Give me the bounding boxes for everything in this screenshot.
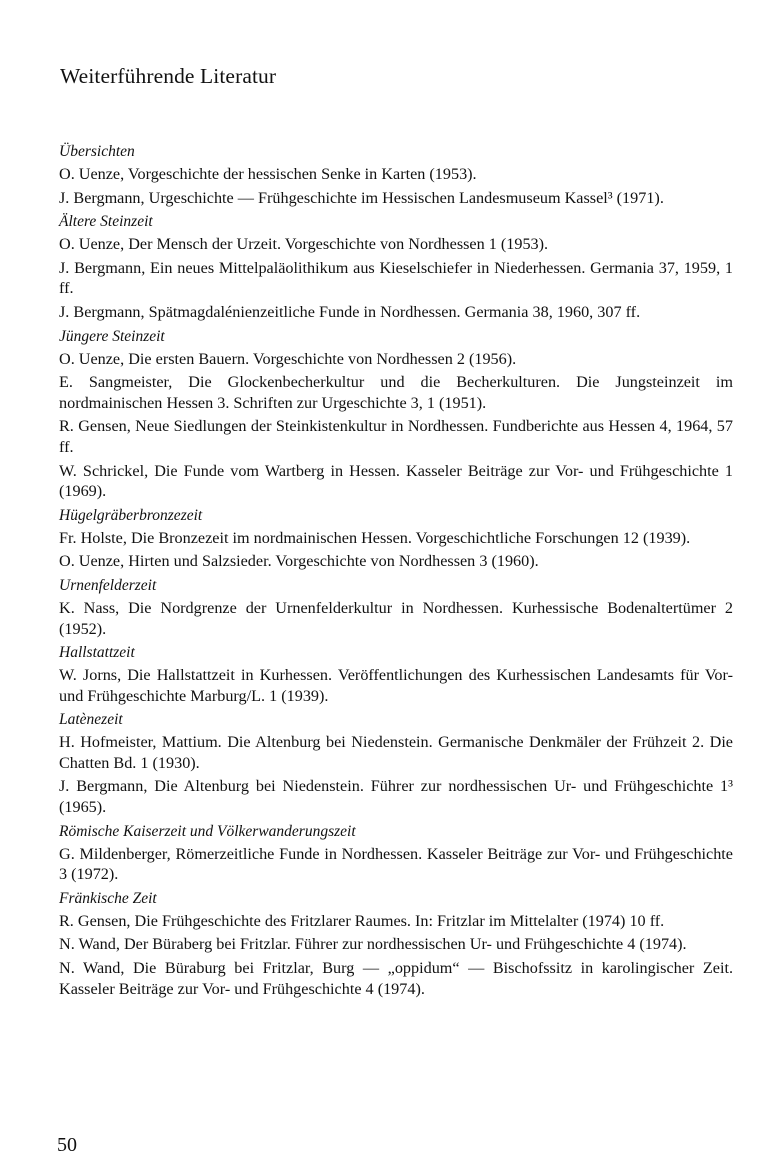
section-heading: Ältere Steinzeit <box>59 213 153 231</box>
bibliography-entry: O. Uenze, Hirten und Salzsieder. Vorgeschichte von Nordhessen 3 (1960). <box>59 552 539 571</box>
section-heading: Jüngere Steinzeit <box>59 327 165 345</box>
bibliography-entry: R. Gensen, Die Frühgeschichte des Fritzlarer Raumes. In: Fritzlar im Mittelalter (1974) 10 ff. <box>59 911 665 930</box>
bibliography-section <box>57 327 733 502</box>
bibliography-section <box>57 212 733 322</box>
bibliography-section <box>57 506 733 572</box>
bibliography-entry: O. Uenze, Die ersten Bauern. Vorgeschichte von Nordhessen 2 (1956). <box>59 349 517 368</box>
section-heading: Urnenfelderzeit <box>59 576 157 594</box>
bibliography-entry: J. Bergmann, Die Altenburg bei Niedenstein. Führer zur nordhessischen Ur- und Frühgeschichte 1³ (1965). <box>59 777 733 817</box>
bibliography-entry: J. Bergmann, Spätmagdalénienzeitliche Funde in Nordhessen. Germania 38, 1960, 307 ff. <box>59 302 641 321</box>
bibliography-section <box>57 822 733 885</box>
bibliography-section <box>57 142 733 208</box>
bibliography-entry: Fr. Holste, Die Bronzezeit im nordmainischen Hessen. Vorgeschichtliche Forschungen 12 (1939). <box>59 528 691 547</box>
page-title: Weiterführende Literatur <box>60 64 277 88</box>
bibliography-entry: N. Wand, Der Büraberg bei Fritzlar. Führer zur nordhessischen Ur- und Frühgeschichte 4 (1974). <box>59 935 687 954</box>
bibliography-entry: W. Schrickel, Die Funde vom Wartberg in Hessen. Kasseler Beiträge zur Vor- und Frühgeschichte 1 (1969). <box>59 461 733 501</box>
bibliography-entry: W. Jorns, Die Hallstattzeit in Kurhessen. Veröffentlichungen des Kurhessischen Landesamts für Vor- und Frühgeschichte Marburg/L. 1 (1939). <box>59 666 733 705</box>
page-number: 50 <box>57 1134 77 1156</box>
bibliography-entry: E. Sangmeister, Die Glockenbecherkultur und die Becherkulturen. Die Jungsteinzeit im nordmainischen Hessen 3. Schriften zur Urgeschichte 3, 1 (1951). <box>59 373 733 412</box>
bibliography-section <box>57 889 733 999</box>
section-heading: Hügelgräberbronzezeit <box>59 506 203 524</box>
bibliography-section <box>57 643 733 706</box>
section-heading: Latènezeit <box>59 711 123 729</box>
bibliography-entry: J. Bergmann, Ein neues Mittelpaläolithikum aus Kieselschiefer in Niederhessen. Germania 37, 1959, 1 ff. <box>59 258 733 298</box>
bibliography-entry: O. Uenze, Der Mensch der Urzeit. Vorgeschichte von Nordhessen 1 (1953). <box>59 235 549 254</box>
bibliography-section <box>57 576 733 639</box>
bibliography-entry: K. Nass, Die Nordgrenze der Urnenfelderkultur in Nordhessen. Kurhessische Bodenaltertümer 2 (1952). <box>59 598 733 638</box>
bibliography-entry: G. Mildenberger, Römerzeitliche Funde in Nordhessen. Kasseler Beiträge zur Vor- und Frühgeschichte 3 (1972). <box>59 844 733 884</box>
section-heading: Übersichten <box>59 143 135 160</box>
section-heading: Hallstattzeit <box>59 644 135 662</box>
bibliography-entry: R. Gensen, Neue Siedlungen der Steinkistenkultur in Nordhessen. Fundberichte aus Hessen 4, 1964, 57 ff. <box>59 417 733 456</box>
bibliography-entry: N. Wand, Die Büraburg bei Fritzlar, Burg — „oppidum“ — Bischofssitz in karolingischer Zeit. Kasseler Beiträge zur Vor- und Frühgeschichte 4 (1974). <box>59 959 733 998</box>
bibliography-entry: H. Hofmeister, Mattium. Die Altenburg bei Niedenstein. Germanische Denkmäler der Frühzeit 2. Die Chatten Bd. 1 (1930). <box>59 733 733 772</box>
bibliography-entry: O. Uenze, Vorgeschichte der hessischen Senke in Karten (1953). <box>59 165 477 183</box>
bibliography-entry: J. Bergmann, Urgeschichte — Frühgeschichte im Hessischen Landesmuseum Kassel³ (1971). <box>59 188 664 207</box>
bibliography <box>57 142 733 1002</box>
section-heading: Fränkische Zeit <box>59 889 157 907</box>
bibliography-section <box>57 710 733 817</box>
section-heading: Römische Kaiserzeit und Völkerwanderungszeit <box>59 822 356 840</box>
